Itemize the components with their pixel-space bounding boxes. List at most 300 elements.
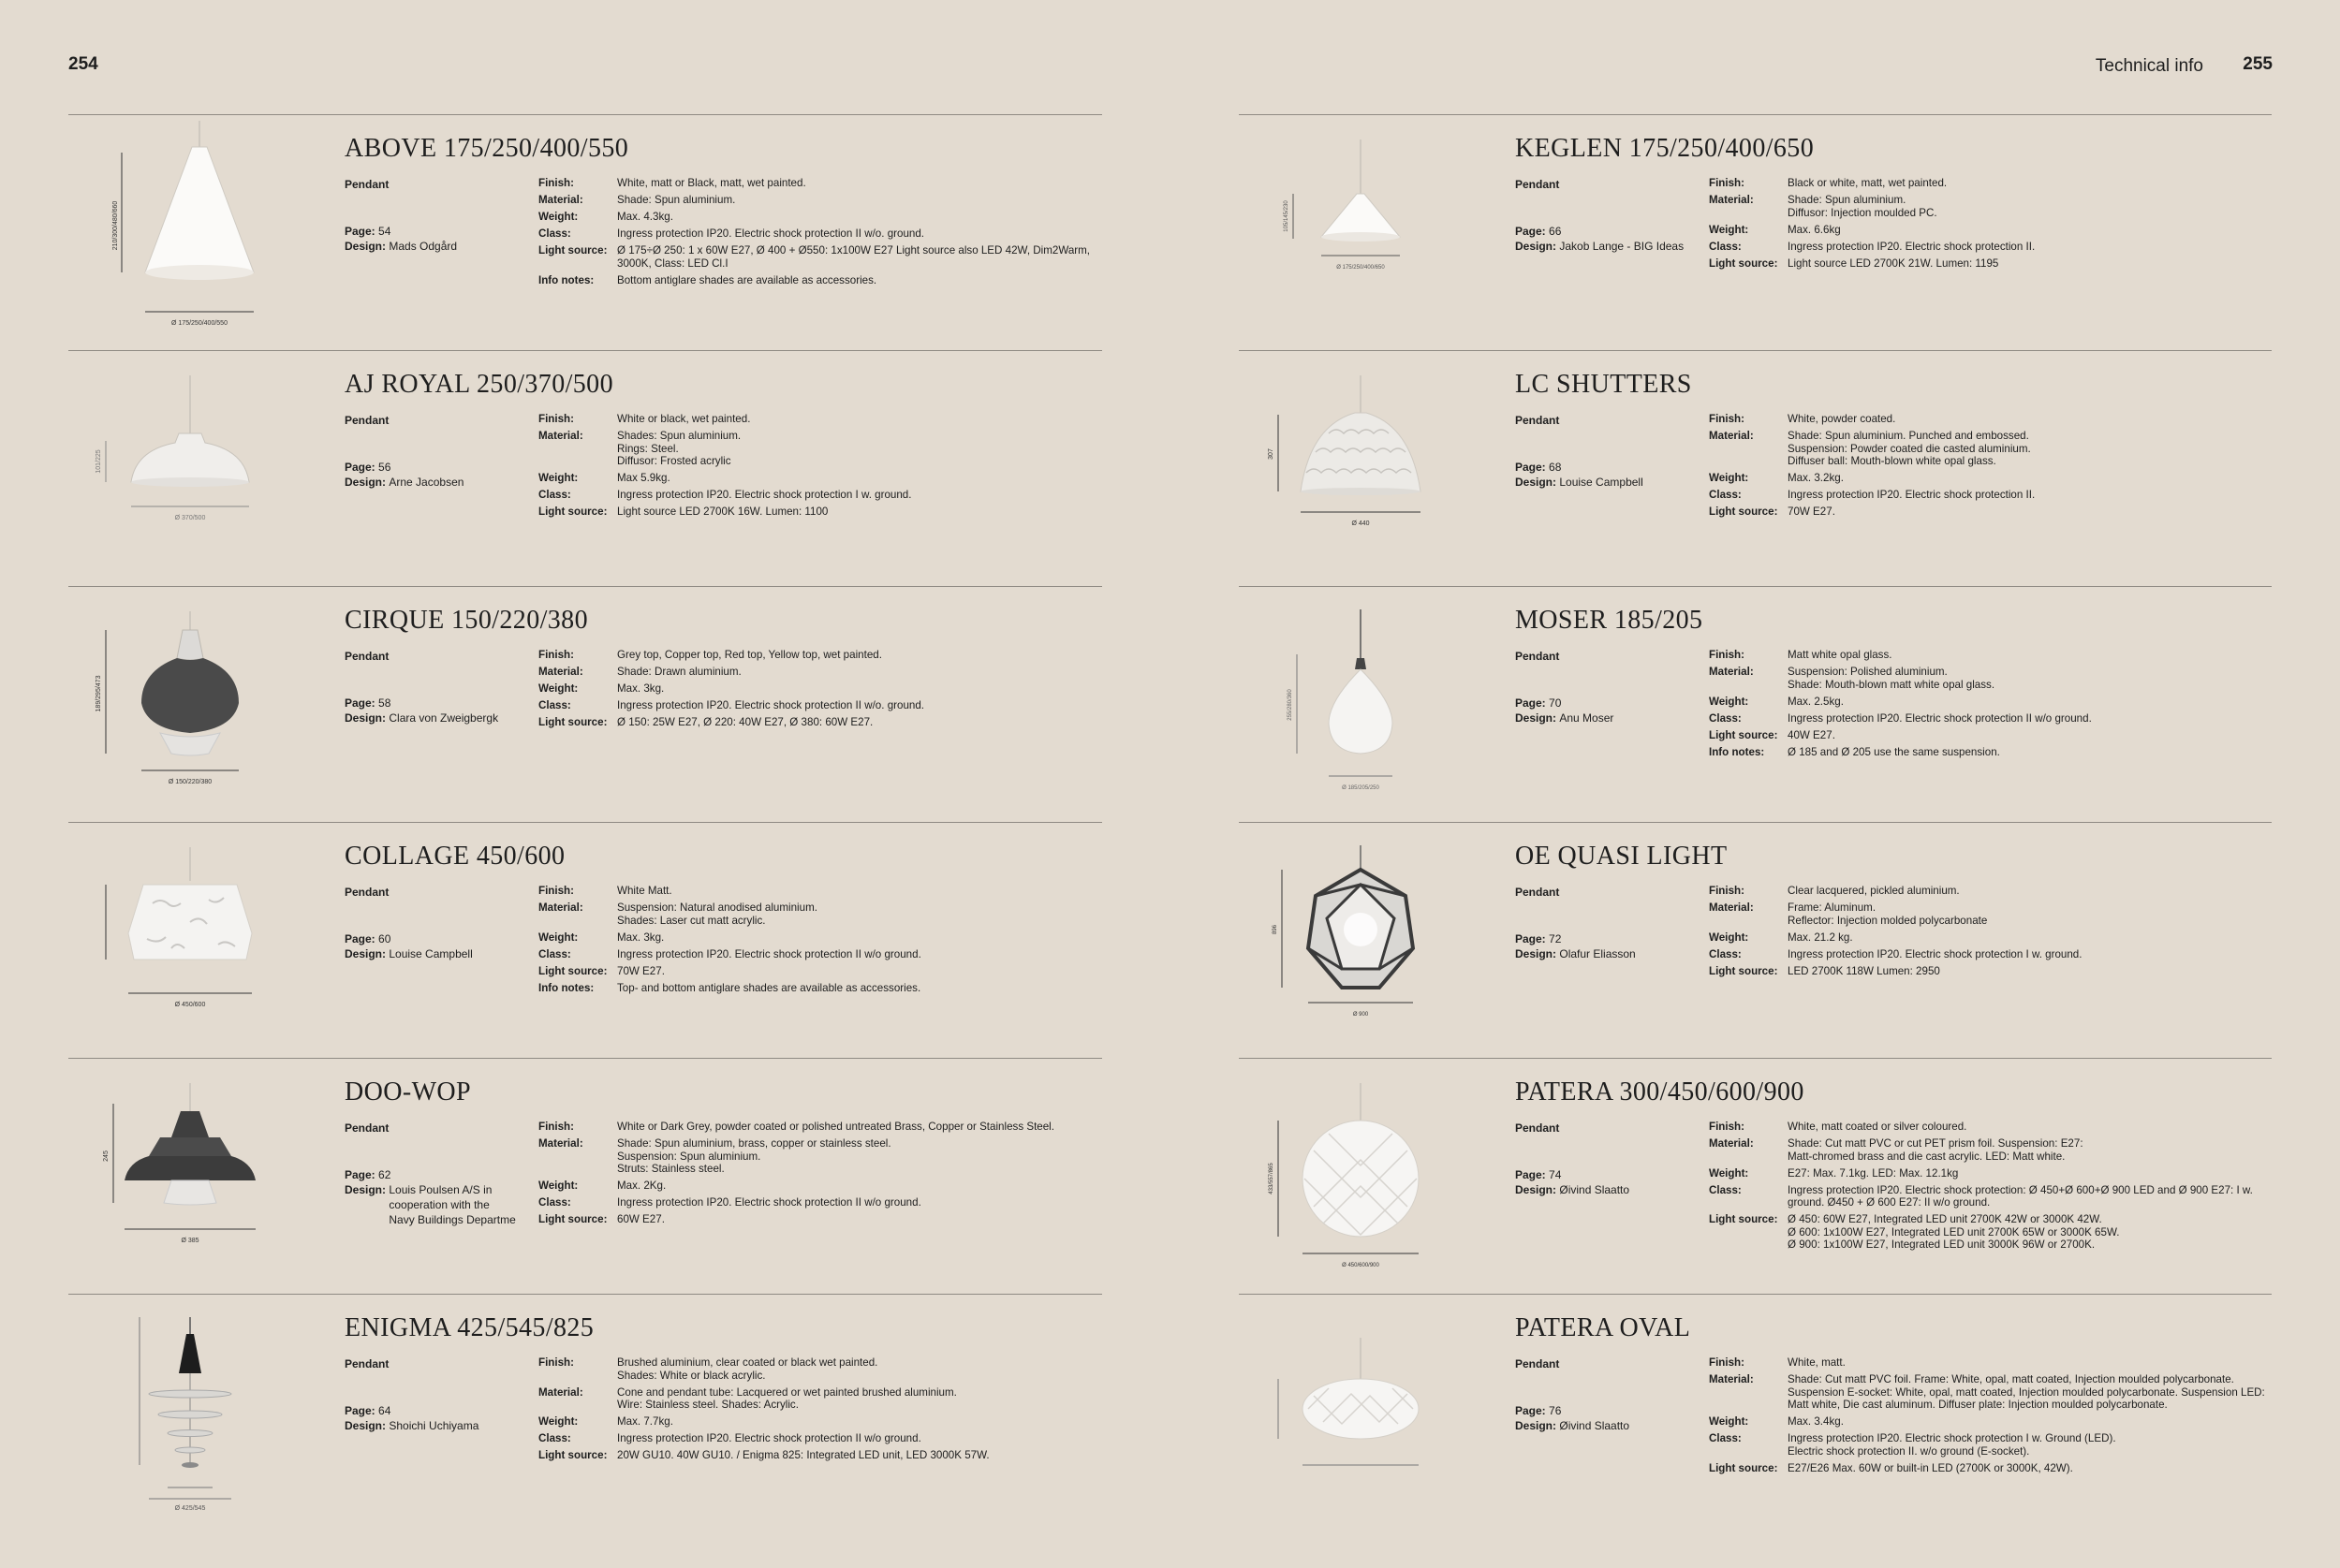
- spec-value: Light source LED 2700K 16W. Lumen: 1100: [617, 506, 829, 518]
- spec-row: [538, 1137, 1102, 1176]
- spec-value: Max. 6.6kg: [1788, 223, 1841, 236]
- spec-row: [538, 430, 1102, 468]
- spec-row: [1709, 1167, 2272, 1180]
- spec-label: Material:: [1709, 194, 1754, 206]
- spec-label: Weight:: [1709, 695, 1749, 708]
- spec-value: E27: Max. 7.1kg. LED: Max. 12.1kg: [1788, 1166, 1959, 1180]
- product-entry: [68, 586, 1102, 822]
- spec-row: [1709, 1432, 2272, 1458]
- product-entry: [68, 822, 1102, 1058]
- diameter-dimension: Ø 385: [181, 1238, 199, 1244]
- spec-label: Finish:: [1709, 413, 1744, 425]
- product-name: KEGLEN 175/250/400/650: [1515, 134, 1815, 163]
- product-name: PATERA 300/450/600/900: [1515, 1077, 1804, 1106]
- spec-value: 60W E27.: [617, 1213, 665, 1225]
- spec-value: Max. 21.2 kg.: [1788, 931, 1853, 944]
- spec-value: Shades: Spun aluminium. Rings: Steel. Diffusor: Frosted acrylic: [617, 430, 742, 467]
- spec-value: 20W GU10. 40W GU10. / Enigma 825: Integrated LED unit, LED 3000K 57W.: [617, 1449, 990, 1461]
- diameter-dimension: Ø 450/600: [174, 1002, 206, 1008]
- page-label: Page:: [1515, 932, 1546, 945]
- spec-label: Weight:: [1709, 1415, 1749, 1428]
- spec-value: Ingress protection IP20. Electric shock protection II w/o ground.: [617, 947, 921, 960]
- spec-row: [538, 472, 1102, 485]
- spec-value: Ingress protection IP20. Electric shock protection II.: [1788, 240, 2036, 253]
- spec-label: Material:: [538, 666, 583, 678]
- spec-label: Class:: [538, 227, 571, 240]
- product-entry: [68, 1058, 1102, 1294]
- height-dimension: 245: [103, 1150, 110, 1162]
- spec-value: Clear lacquered, pickled aluminium.: [1788, 885, 1960, 897]
- spec-value: White or Dark Grey, powder coated or polished untreated Brass, Copper or Stainless Steel.: [617, 1121, 1054, 1133]
- spec-label: Weight:: [1709, 472, 1749, 484]
- product-entry: [1239, 1058, 2272, 1294]
- spec-row: [1709, 1213, 2272, 1252]
- product-drawing: [68, 828, 256, 1049]
- product-meta: [345, 413, 532, 490]
- spec-row: [538, 1121, 1102, 1134]
- product-drawing: [1239, 1064, 1426, 1285]
- spec-row: [1709, 489, 2272, 502]
- spec-row: [1709, 177, 2272, 190]
- design-label: Design:: [1515, 1419, 1557, 1432]
- spec-label: Weight:: [1709, 1166, 1749, 1180]
- page-number-left: 254: [68, 54, 98, 74]
- product-meta: [1515, 1356, 1702, 1433]
- spec-label: Weight:: [1709, 931, 1749, 944]
- spec-value: White, matt.: [1788, 1356, 1846, 1369]
- spec-value: 40W E27.: [1788, 728, 1835, 741]
- spec-label: Weight:: [538, 931, 579, 944]
- spec-label: Class:: [1709, 240, 1742, 253]
- spec-row: [538, 682, 1102, 696]
- product-meta: [345, 1356, 532, 1433]
- spec-label: Weight:: [538, 1180, 579, 1192]
- spec-label: Material:: [538, 194, 583, 206]
- spec-value: Max. 3kg.: [617, 682, 665, 695]
- product-category: Pendant: [345, 414, 390, 427]
- spec-value: Ø 150: 25W E27, Ø 220: 40W E27, Ø 380: 60W E27.: [617, 716, 874, 728]
- page-label: Page:: [1515, 225, 1546, 238]
- spec-row: [538, 413, 1102, 426]
- product-entry: [68, 1294, 1102, 1530]
- height-dimension: 210/300/480/660: [112, 200, 119, 251]
- spec-label: Light source:: [1709, 1461, 1778, 1474]
- product-drawing: [68, 121, 256, 342]
- spec-value: 70W E27.: [617, 964, 665, 977]
- product-category: Pendant: [345, 650, 390, 663]
- spec-value: Max. 4.3kg.: [617, 211, 673, 223]
- product-drawing: [68, 1064, 256, 1285]
- spec-value: Max. 2.5kg.: [1788, 695, 1844, 708]
- design-label: Design:: [1515, 476, 1557, 489]
- spec-label: Light source:: [1709, 256, 1778, 270]
- spec-row: [538, 1180, 1102, 1193]
- design-label: Design:: [1515, 947, 1557, 960]
- diameter-dimension: Ø 425/545: [174, 1505, 206, 1512]
- spec-label: Material:: [1709, 901, 1754, 914]
- product-entry: [1239, 822, 2272, 1058]
- spec-label: Class:: [538, 489, 571, 501]
- spec-list: [1709, 885, 2272, 982]
- spec-value: Max. 7.7kg.: [617, 1415, 673, 1428]
- spec-value: Bottom antiglare shades are available as accessories.: [617, 273, 877, 286]
- spec-row: [1709, 1462, 2272, 1475]
- product-entry: [1239, 114, 2272, 350]
- product-name: ENIGMA 425/545/825: [345, 1313, 595, 1342]
- spec-label: Weight:: [538, 1415, 579, 1428]
- diameter-dimension: Ø 900: [1352, 1012, 1369, 1018]
- design-label: Design:: [345, 947, 387, 960]
- product-page: 54: [378, 225, 391, 238]
- spec-value: Top- and bottom antiglare shades are available as accessories.: [617, 981, 921, 994]
- spec-value: Black or white, matt, wet painted.: [1788, 177, 1948, 189]
- height-dimension: 189/295/473: [96, 675, 102, 712]
- spec-label: Material:: [1709, 666, 1754, 678]
- product-category: Pendant: [345, 178, 390, 191]
- product-designer: Øivind Slaatto: [1559, 1183, 1630, 1196]
- spec-value: Shade: Spun aluminium, brass, copper or stainless steel. Suspension: Spun aluminium. Struts: Stainless steel.: [617, 1137, 891, 1175]
- height-dimension: 307: [1268, 448, 1274, 460]
- spec-value: Ø 175÷Ø 250: 1 x 60W E27, Ø 400 + Ø550: 1x100W E27 Light source also LED 42W, Dim2Warm, 3000K, Class: LED Cl.I: [617, 244, 1091, 270]
- spec-row: [1709, 746, 2272, 759]
- product-drawing: [1239, 357, 1426, 578]
- spec-row: [1709, 965, 2272, 978]
- spec-value: Ingress protection IP20. Electric shock protection I w. ground.: [1788, 947, 2082, 960]
- spec-value: Frame: Aluminum. Reflector: Injection molded polycarbonate: [1788, 901, 1988, 927]
- spec-label: Class:: [1709, 711, 1742, 725]
- spec-list: [1709, 413, 2272, 522]
- pendant-cirque-icon: [68, 593, 256, 813]
- design-label: Design:: [1515, 711, 1557, 725]
- diameter-dimension: Ø 440: [1351, 520, 1370, 527]
- left-column: [68, 114, 1102, 1530]
- page-label: Page:: [345, 1404, 375, 1417]
- spec-row: [538, 177, 1102, 190]
- spec-value: Light source LED 2700K 21W. Lumen: 1195: [1788, 256, 1999, 270]
- product-designer: Olafur Eliasson: [1559, 947, 1636, 960]
- product-designer: Arne Jacobsen: [389, 476, 464, 489]
- spec-list: [538, 1356, 1102, 1466]
- spec-value: White Matt.: [617, 885, 672, 897]
- spec-label: Class:: [538, 699, 571, 711]
- spec-row: [538, 885, 1102, 898]
- spec-row: [1709, 194, 2272, 219]
- spec-label: Light source:: [1709, 728, 1778, 741]
- spec-value: Cone and pendant tube: Lacquered or wet painted brushed aluminium. Wire: Stainless steel. Shades: Acrylic.: [617, 1385, 957, 1411]
- spec-row: [538, 982, 1102, 995]
- spec-row: [538, 244, 1102, 270]
- product-page: 60: [378, 932, 391, 945]
- product-drawing: [1239, 121, 1426, 342]
- product-category: Pendant: [1515, 414, 1560, 427]
- spec-list: [538, 177, 1102, 291]
- spec-row: [1709, 649, 2272, 662]
- spec-row: [538, 489, 1102, 502]
- spec-row: [1709, 413, 2272, 426]
- design-label: Design:: [345, 476, 387, 489]
- pendant-shutters-icon: [1239, 357, 1426, 578]
- product-designer: Mads Odgård: [389, 240, 458, 253]
- spec-label: Info notes:: [1709, 745, 1765, 758]
- spec-label: Weight:: [538, 682, 579, 695]
- page-label: Page:: [345, 1168, 375, 1181]
- spec-value: Ingress protection IP20. Electric shock protection I w. Ground (LED). Electric shock protection II. w/o ground (E-socket).: [1788, 1432, 2116, 1458]
- spec-list: [538, 649, 1102, 733]
- product-name: PATERA OVAL: [1515, 1313, 1691, 1342]
- design-label: Design:: [1515, 1183, 1557, 1196]
- spec-label: Finish:: [1709, 885, 1744, 897]
- product-drawing: [68, 593, 256, 813]
- spec-label: Light source:: [538, 716, 608, 728]
- spec-row: [1709, 506, 2272, 519]
- spec-value: Ingress protection IP20. Electric shock protection I w. ground.: [617, 489, 912, 501]
- spec-value: Shade: Spun aluminium.: [617, 194, 736, 206]
- spec-row: [1709, 1121, 2272, 1134]
- spec-value: 70W E27.: [1788, 506, 1835, 518]
- spec-label: Material:: [538, 1385, 583, 1399]
- spec-row: [538, 194, 1102, 207]
- diameter-dimension: Ø 185/205/250: [1342, 785, 1379, 791]
- spec-value: Shade: Spun aluminium. Diffusor: Injection moulded PC.: [1788, 194, 1937, 219]
- spec-value: White, powder coated.: [1788, 413, 1896, 425]
- product-designer: Clara von Zweigbergk: [389, 711, 499, 725]
- spec-label: Light source:: [1709, 1213, 1778, 1225]
- spec-label: Class:: [538, 1432, 571, 1444]
- height-dimension: 101/225: [96, 449, 102, 474]
- spec-row: [538, 274, 1102, 287]
- spec-value: E27/E26 Max. 60W or built-in LED (2700K or 3000K, 42W).: [1788, 1461, 2073, 1474]
- spec-row: [1709, 1356, 2272, 1370]
- spec-label: Finish:: [1709, 1356, 1744, 1369]
- page-label: Page:: [1515, 461, 1546, 474]
- spec-row: [1709, 430, 2272, 468]
- spec-label: Finish:: [538, 413, 574, 425]
- spec-row: [538, 1196, 1102, 1209]
- pendant-dome-icon: [68, 357, 256, 578]
- design-label: Design:: [345, 1183, 387, 1196]
- product-drawing: [1239, 828, 1426, 1049]
- product-drawing: [68, 357, 256, 578]
- spec-label: Light source:: [538, 964, 608, 977]
- diameter-dimension: Ø 175/250/400/550: [171, 320, 228, 327]
- spec-row: [538, 948, 1102, 961]
- product-name: LC SHUTTERS: [1515, 370, 1692, 399]
- height-dimension: 255/280/360: [1288, 689, 1293, 721]
- spec-label: Material:: [538, 901, 583, 914]
- spec-label: Class:: [538, 1196, 571, 1209]
- page-label: Page:: [345, 225, 375, 238]
- pendant-doowop-icon: [68, 1064, 256, 1285]
- spec-label: Material:: [538, 1137, 583, 1150]
- spec-label: Weight:: [1709, 223, 1749, 236]
- spec-label: Material:: [538, 430, 583, 442]
- spec-value: Ingress protection IP20. Electric shock protection: Ø 450+Ø 600+Ø 900 LED and Ø 900 E27: I w. ground. Ø450 + Ø 600 E27: II w/o ground.: [1788, 1183, 2253, 1209]
- product-meta: [1515, 413, 1702, 490]
- spec-row: [538, 211, 1102, 224]
- height-dimension: 433/557/865: [1269, 1163, 1274, 1194]
- spec-label: Material:: [1709, 1373, 1754, 1385]
- product-designer: Øivind Slaatto: [1559, 1419, 1630, 1432]
- spec-value: Shade: Drawn aluminium.: [617, 666, 742, 678]
- spec-list: [1709, 1356, 2272, 1479]
- spec-label: Finish:: [1709, 1121, 1744, 1133]
- spec-value: Shade: Cut matt PVC or cut PET prism foil. Suspension: E27: Matt-chromed brass and die cast acrylic. LED: Matt white.: [1788, 1137, 2083, 1163]
- spec-label: Light source:: [538, 1449, 608, 1461]
- spec-value: Ingress protection IP20. Electric shock protection II w/o ground.: [617, 1432, 921, 1444]
- product-name: ABOVE 175/250/400/550: [345, 134, 629, 163]
- spec-label: Finish:: [538, 1121, 574, 1133]
- product-designer: Louise Campbell: [1559, 476, 1643, 489]
- spec-row: [1709, 729, 2272, 742]
- product-entry: [1239, 350, 2272, 586]
- spec-row: [1709, 224, 2272, 237]
- spec-row: [538, 227, 1102, 241]
- spec-list: [538, 885, 1102, 999]
- product-meta: [345, 649, 532, 725]
- spec-row: [538, 506, 1102, 519]
- design-label: Design:: [345, 711, 387, 725]
- spec-row: [1709, 472, 2272, 485]
- spec-row: [538, 649, 1102, 662]
- spec-label: Light source:: [538, 1213, 608, 1225]
- spec-label: Finish:: [1709, 177, 1744, 189]
- spec-row: [538, 931, 1102, 945]
- spec-value: Max 5.9kg.: [617, 472, 670, 484]
- spec-row: [1709, 931, 2272, 945]
- spec-row: [1709, 1373, 2272, 1412]
- design-label: Design:: [345, 240, 387, 253]
- product-category: Pendant: [1515, 886, 1560, 899]
- spec-row: [1709, 257, 2272, 271]
- product-name: CIRQUE 150/220/380: [345, 606, 588, 635]
- spec-value: Suspension: Polished aluminium. Shade: Mouth-blown matt white opal glass.: [1788, 666, 1995, 691]
- spec-value: Brushed aluminium, clear coated or black wet painted. Shades: White or black acrylic.: [617, 1356, 878, 1382]
- diameter-dimension: Ø 370/500: [174, 515, 206, 521]
- spec-row: [1709, 901, 2272, 927]
- product-entry: [68, 114, 1102, 350]
- spec-value: LED 2700K 118W Lumen: 2950: [1788, 964, 1940, 977]
- pendant-collage-icon: [68, 828, 256, 1049]
- diameter-dimension: Ø 450/600/900: [1342, 1263, 1379, 1268]
- spec-value: Max. 3.2kg.: [1788, 472, 1844, 484]
- product-drawing: [68, 1300, 256, 1521]
- product-category: Pendant: [1515, 1121, 1560, 1135]
- product-entry: [1239, 1294, 2272, 1530]
- spec-row: [538, 1356, 1102, 1382]
- spec-value: Shade: Cut matt PVC foil. Frame: White, opal, matt coated, Injection moulded polycarbonate. Suspension E-socket: White, opal, matt coated, Injection moulded polycarbonate. Suspension LED: Matt white, Die cast aluminum. Diffuser plate: Injection moulded polycarbonate.: [1788, 1373, 2265, 1411]
- spec-value: Ø 185 and Ø 205 use the same suspension.: [1788, 745, 2000, 758]
- pendant-enigma-icon: [68, 1300, 256, 1521]
- product-designer: Jakob Lange - BIG Ideas: [1559, 240, 1685, 253]
- spec-label: Light source:: [1709, 506, 1778, 518]
- page-label: Page:: [345, 932, 375, 945]
- product-designer: Shoichi Uchiyama: [389, 1419, 479, 1432]
- product-designer: Anu Moser: [1559, 711, 1614, 725]
- pendant-patera-icon: [1239, 1064, 1426, 1285]
- spec-label: Light source:: [1709, 964, 1778, 977]
- spec-row: [1709, 948, 2272, 961]
- spec-row: [538, 1415, 1102, 1429]
- pendant-cone-icon: [68, 121, 256, 342]
- page-label: Page:: [1515, 696, 1546, 710]
- spec-value: Ingress protection IP20. Electric shock protection II w/o. ground.: [617, 227, 925, 240]
- product-name: OE QUASI LIGHT: [1515, 842, 1728, 871]
- spec-value: Ingress protection IP20. Electric shock protection II.: [1788, 489, 2036, 501]
- spec-row: [538, 1432, 1102, 1445]
- product-page: 64: [378, 1404, 391, 1417]
- spec-label: Class:: [1709, 1432, 1742, 1444]
- spec-row: [538, 699, 1102, 712]
- product-category: Pendant: [1515, 178, 1560, 191]
- design-label: Design:: [345, 1419, 387, 1432]
- spec-label: Class:: [1709, 489, 1742, 501]
- spec-row: [538, 1386, 1102, 1412]
- spec-label: Light source:: [538, 244, 608, 256]
- spec-value: Max. 3kg.: [617, 931, 665, 944]
- product-page: 68: [1549, 461, 1562, 474]
- pendant-moser-icon: [1239, 593, 1426, 813]
- product-page: 76: [1549, 1404, 1562, 1417]
- spec-value: Max. 2Kg.: [617, 1180, 667, 1192]
- spec-value: Suspension: Natural anodised aluminium. Shades: Laser cut matt acrylic.: [617, 901, 817, 927]
- pendant-keglen-icon: [1239, 121, 1426, 342]
- spec-row: [538, 901, 1102, 927]
- page-label: Page:: [1515, 1404, 1546, 1417]
- product-meta: [1515, 177, 1702, 254]
- spec-label: Finish:: [538, 1356, 574, 1369]
- spec-value: Shade: Spun aluminium. Punched and embossed. Suspension: Powder coated die casted aluminium. Diffuser ball: Mouth-blown white opal glass.: [1788, 430, 2031, 467]
- spec-row: [538, 716, 1102, 729]
- page-label: Page:: [345, 461, 375, 474]
- spec-label: Finish:: [538, 885, 574, 897]
- product-name: DOO-WOP: [345, 1077, 472, 1106]
- product-page: 66: [1549, 225, 1562, 238]
- spec-row: [1709, 1184, 2272, 1209]
- product-meta: [1515, 1121, 1702, 1197]
- product-drawing: [1239, 1300, 1426, 1521]
- spec-value: White, matt coated or silver coloured.: [1788, 1121, 1967, 1133]
- spec-label: Light source:: [538, 506, 608, 518]
- spec-row: [538, 666, 1102, 679]
- spec-value: White, matt or Black, matt, wet painted.: [617, 177, 806, 189]
- spec-value: Max. 3.4kg.: [1788, 1415, 1844, 1428]
- spec-value: Ø 450: 60W E27, Integrated LED unit 2700K 42W or 3000K 42W. Ø 600: 1x100W E27, Integrated LED unit 2700K 65W or 3000K 65W. Ø 900: 1x100W E27, Integrated LED unit 3000K 96W or 2700K.: [1788, 1213, 2120, 1251]
- spec-label: Weight:: [538, 211, 579, 223]
- spec-list: [538, 413, 1102, 522]
- spec-value: Ingress protection IP20. Electric shock protection II w/o ground.: [617, 1196, 921, 1209]
- spec-row: [1709, 712, 2272, 725]
- pendant-patera-oval-icon: [1239, 1300, 1426, 1521]
- product-category: Pendant: [345, 886, 390, 899]
- spec-value: Ingress protection IP20. Electric shock protection II w/o. ground.: [617, 699, 925, 711]
- spec-label: Finish:: [1709, 649, 1744, 661]
- product-designer: Louis Poulsen A/S in cooperation with the Navy Buildings Departme: [389, 1183, 516, 1226]
- right-column: [1239, 114, 2272, 1530]
- product-category: Pendant: [1515, 650, 1560, 663]
- spec-value: Matt white opal glass.: [1788, 649, 1892, 661]
- product-name: MOSER 185/205: [1515, 606, 1703, 635]
- diameter-dimension: Ø 150/220/380: [168, 779, 213, 785]
- spec-label: Finish:: [538, 177, 574, 189]
- product-drawing: [1239, 593, 1426, 813]
- spec-label: Class:: [1709, 1183, 1742, 1196]
- product-entry: [1239, 586, 2272, 822]
- spec-list: [1709, 177, 2272, 274]
- product-meta: [345, 1121, 532, 1227]
- spec-value: Grey top, Copper top, Red top, Yellow top, wet painted.: [617, 649, 882, 661]
- spec-label: Class:: [1709, 947, 1742, 960]
- product-name: COLLAGE 450/600: [345, 842, 566, 871]
